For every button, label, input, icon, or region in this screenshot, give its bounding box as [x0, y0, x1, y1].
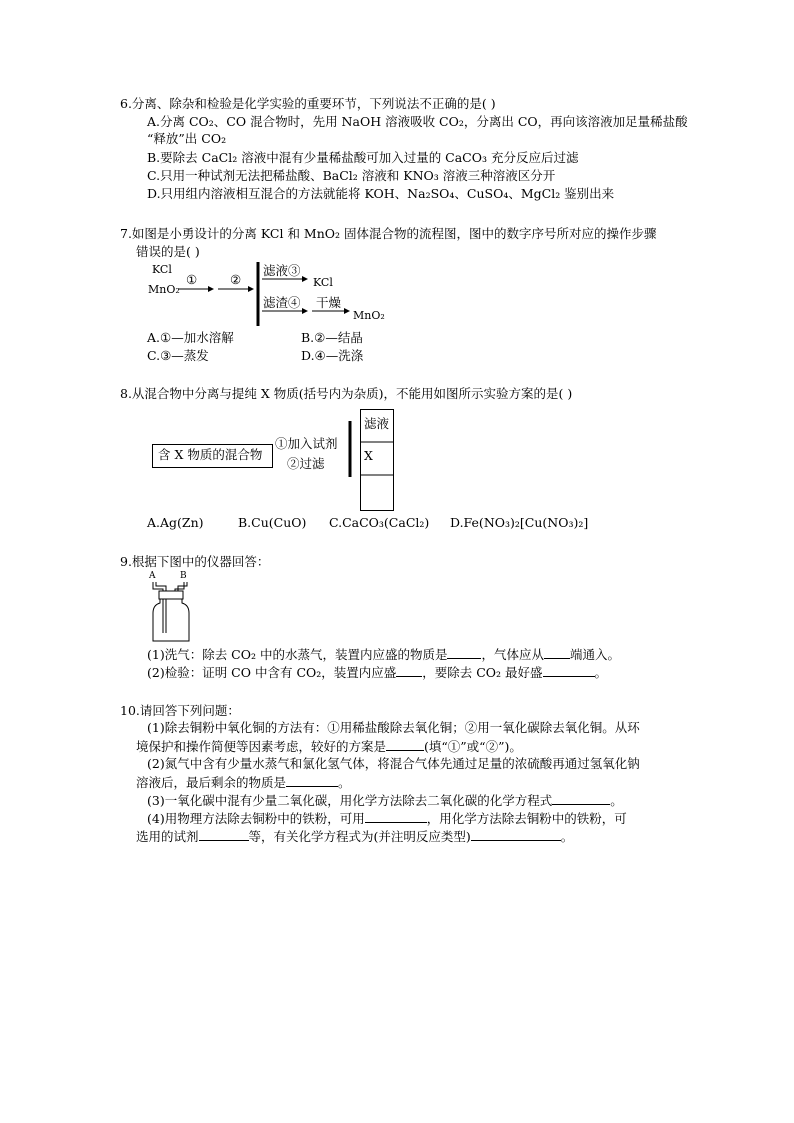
q8-option-b: B.Cu(CuO) — [238, 515, 307, 530]
q9-label-b: B — [180, 571, 187, 581]
q7-fig-step1: ① — [186, 272, 198, 287]
q9-p1-text-b: ，气体应从 — [481, 647, 544, 662]
q7-fig-kcl: KCl — [152, 263, 172, 276]
q10-part1-line1: (1)除去铜粉中氧化铜的方法有：①用稀盐酸除去氧化铜；②用一氧化碳除去氧化铜。从环 — [147, 720, 640, 735]
q10-p4-blank-physical[interactable] — [365, 810, 427, 823]
q6-option-d: D.只用组内溶液相互混合的方法就能将 KOH、Na₂SO₄、CuSO₄、MgCl₂ 鉴别出来 — [147, 186, 615, 201]
q10-p3-text-b: 。 — [610, 793, 623, 808]
q9-p2-blank-test[interactable] — [396, 664, 422, 677]
q6-option-c: C.只用一种试剂无法把稀盐酸、BaCl₂ 溶液和 KNO₃ 溶液三种溶液区分开 — [147, 168, 556, 183]
q8-step1: ①加入试剂 — [275, 436, 338, 451]
q9-part1 — [147, 646, 620, 663]
q6-option-b: B.要除去 CaCl₂ 溶液中混有少量稀盐酸可加入过量的 CaCO₃ 充分反应后过滤 — [147, 150, 579, 165]
q10-p2-blank[interactable] — [286, 774, 338, 787]
q10-part4-line2 — [136, 828, 573, 845]
q6-option-a: A.分离 CO₂、CO 混合物时，先用 NaOH 溶液吸收 CO₂，分离出 CO，再向该溶液加足量稀盐酸 — [147, 114, 688, 129]
q8-step2: ②过滤 — [287, 456, 325, 471]
q10-p2-text-b: 溶液后，最后剩余的物质是 — [136, 775, 287, 790]
q10-p5-text-b: 等，有关化学方程式为(并注明反应类型) — [248, 829, 471, 844]
q7-fig-dry: 干燥 — [316, 295, 342, 310]
q10-part2-line2 — [136, 774, 351, 791]
q10-p2-text-c: 。 — [338, 775, 351, 790]
q8-option-c: C.CaCO₃(CaCl₂) — [329, 515, 430, 530]
q10-p3-blank[interactable] — [552, 792, 610, 805]
q10-part4 — [147, 810, 627, 827]
q10-p1-text-b: 境保护和操作简便等因素考虑，较好的方案是 — [136, 739, 387, 754]
q10-p5-text-c: 。 — [560, 829, 574, 844]
q7-fig-mno2-out: MnO₂ — [353, 309, 385, 322]
q9-p1-text-c: 端通入。 — [570, 647, 621, 662]
q9-p1-blank-substance[interactable] — [447, 646, 481, 659]
q7-stem-line2: 错误的是( ) — [136, 244, 200, 259]
q10-p4-text-b: ，用化学方法除去铜粉中的铁粉，可 — [426, 811, 627, 826]
q10-p5-blank-reagent[interactable] — [199, 828, 249, 841]
q8-option-a: A.Ag(Zn) — [147, 515, 204, 530]
q10-p5-blank-equation[interactable] — [471, 828, 561, 841]
q7-fig-mno2: MnO₂ — [148, 283, 180, 296]
q9-gas-washing-bottle — [147, 569, 197, 645]
q7-option-c: C.③—蒸发 — [147, 348, 209, 363]
q7-fig-step2: ② — [230, 272, 242, 287]
q9-p2-text-b: ，要除去 CO₂ 最好盛 — [422, 665, 543, 680]
q10-part1-line2 — [136, 738, 522, 755]
q7-fig-kcl-out: KCl — [313, 276, 333, 289]
q10-p1-blank[interactable] — [386, 738, 424, 751]
q6-option-a-cont: “释放”出 CO₂ — [147, 131, 227, 146]
q8-diagram — [152, 409, 402, 513]
q10-stem: 10.请回答下列问题： — [120, 703, 240, 718]
q10-p3-text-a: (3)一氧化碳中混有少量二氧化碳，用化学方法除去二氧化碳的化学方程式 — [147, 793, 553, 808]
q6-stem: 6.分离、除杂和检验是化学实验的重要环节，下列说法不正确的是( ) — [120, 96, 496, 111]
q9-stem: 9.根据下图中的仪器回答： — [120, 554, 270, 569]
q7-option-d: D.④—洗涤 — [301, 348, 364, 363]
q8-option-d: D.Fe(NO₃)₂[Cu(NO₃)₂] — [450, 515, 589, 530]
q9-p1-text-a: (1)洗气：除去 CO₂ 中的水蒸气，装置内应盛的物质是 — [147, 647, 448, 662]
q10-p1-text-c: (填“①”或“②”)。 — [424, 739, 522, 754]
q9-p2-blank-absorb[interactable] — [543, 664, 595, 677]
q9-part2 — [147, 664, 607, 681]
q8-stem: 8.从混合物中分离与提纯 X 物质(括号内为杂质)，不能用如图所示实验方案的是( ) — [120, 386, 573, 401]
q8-x-label: X — [364, 448, 373, 463]
q10-part3 — [147, 792, 623, 809]
q10-part2-line1: (2)氮气中含有少量水蒸气和氯化氢气体，将混合气体先通过足量的浓硫酸再通过氢氧化钠 — [147, 756, 640, 771]
q7-flow-arrows — [148, 262, 408, 330]
q8-filtrate-label: 滤液 — [364, 416, 390, 431]
q9-p2-text-c: 。 — [594, 665, 608, 680]
q9-label-a: A — [149, 571, 156, 581]
q7-option-a: A.①—加水溶解 — [147, 330, 234, 345]
q9-p2-text-a: (2)检验：证明 CO 中含有 CO₂，装置内应盛 — [147, 665, 397, 680]
q7-flowchart — [148, 262, 408, 330]
q7-stem-line1: 7.如图是小勇设计的分离 KCl 和 MnO₂ 固体混合物的流程图，图中的数字序号所对应的操作步骤 — [120, 226, 657, 241]
q7-option-b: B.②—结晶 — [301, 330, 363, 345]
q10-p4-text-a: (4)用物理方法除去铜粉中的铁粉，可用 — [147, 811, 365, 826]
q8-mixture-label: 含 X 物质的混合物 — [158, 447, 263, 462]
q7-fig-filtrate: 滤液③ — [263, 263, 301, 278]
q7-fig-residue: 滤渣④ — [263, 295, 301, 310]
bottle-icon — [147, 569, 197, 645]
q9-p1-blank-port[interactable] — [544, 646, 570, 659]
q10-p5-text-a: 选用的试剂 — [136, 829, 199, 844]
